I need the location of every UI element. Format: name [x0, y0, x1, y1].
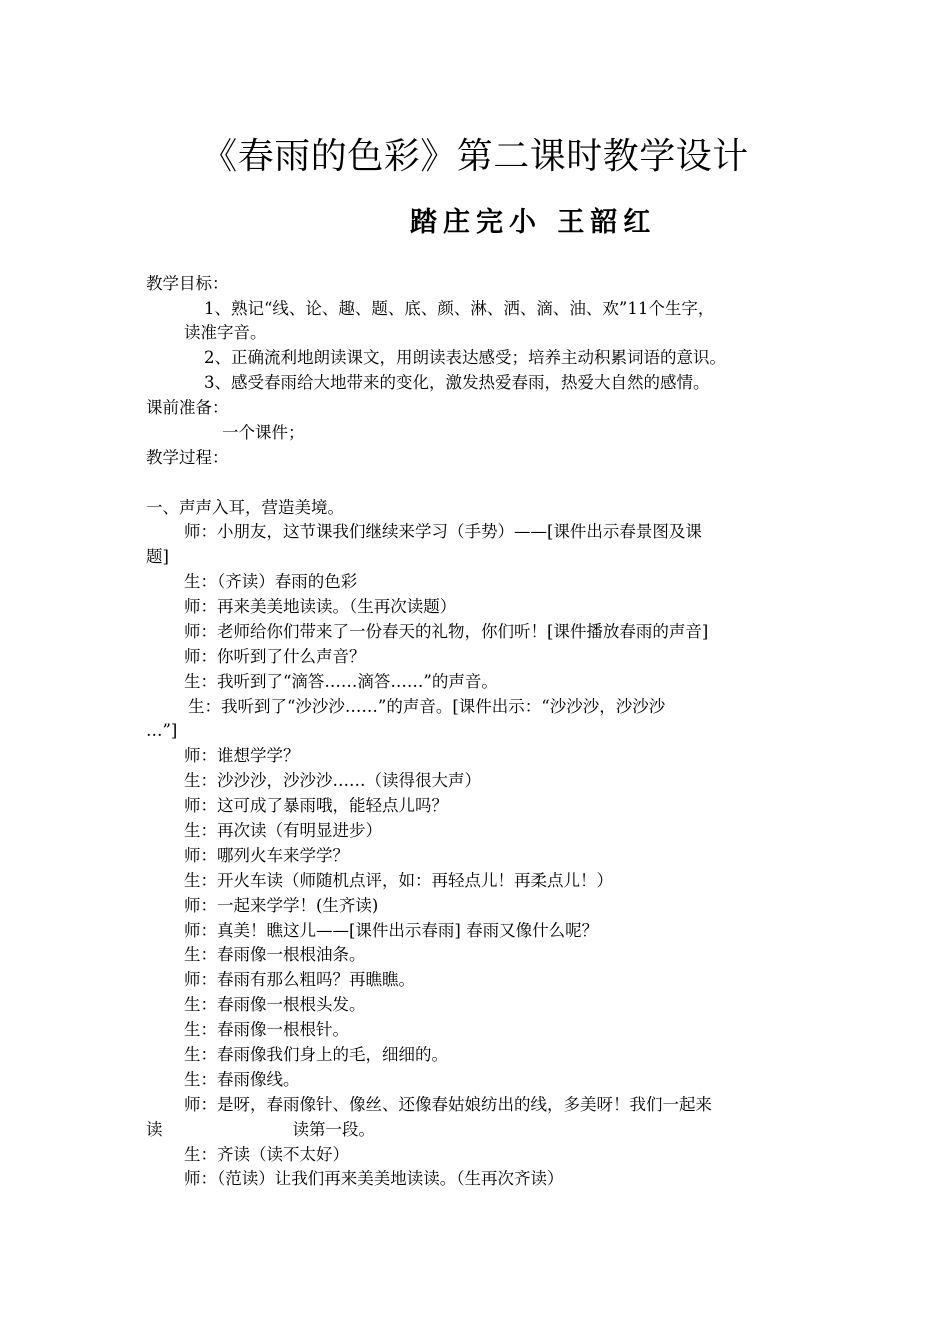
dialogue-line: 题] [146, 547, 169, 566]
objective-item: 2、正确流利地朗读课文，用朗读表达感受；培养主动积累词语的意识。 [204, 348, 726, 367]
page-title: 《春雨的色彩》第二课时教学设计 [201, 136, 749, 177]
dialogue-line: 师：真美！瞧这儿——[课件出示春雨] 春雨又像什么呢？ [184, 921, 599, 940]
dialogue-line: 师：一起来学学！(生齐读) [184, 896, 379, 915]
dialogue-line: 生：我听到了“滴答……滴答……”的声音。 [184, 672, 498, 691]
objectives-heading: 教学目标： [146, 274, 229, 293]
dialogue-line: 生：（齐读）春雨的色彩 [184, 572, 358, 591]
process-heading: 教学过程： [146, 448, 229, 467]
dialogue-line: 生：春雨像一根根针。 [184, 1020, 349, 1039]
preparation-heading: 课前准备： [146, 398, 229, 417]
dialogue-line: 师：是呀，春雨像针、像丝、还像春姑娘纺出的线，多美呀！我们一起来 [184, 1095, 712, 1114]
dialogue-line: 生：春雨像一根根油条。 [184, 945, 366, 964]
dialogue-line: 师：再来美美地读读。（生再次读题） [184, 597, 457, 616]
objective-item: 1、熟记“线、论、趣、题、底、颜、淋、洒、滴、油、欢”11个生字， [204, 299, 715, 318]
dialogue-line: 生：春雨像一根根头发。 [184, 995, 366, 1014]
preparation-text: 一个课件； [222, 423, 305, 442]
dialogue-line: 师：谁想学学？ [184, 746, 300, 765]
dialogue-fragment: 读第一段。 [292, 1120, 375, 1139]
dialogue-line: 师：你听到了什么声音？ [184, 647, 366, 666]
author-line: 踏庄完小 王韶红 [410, 207, 657, 238]
dialogue-line: 生：春雨像线。 [184, 1070, 300, 1089]
dialogue-fragment: 读 [146, 1120, 163, 1139]
dialogue-line: 生：齐读（读不太好） [184, 1145, 349, 1164]
dialogue-line: 生：再次读（有明显进步） [184, 821, 382, 840]
dialogue-line: 师：小朋友，这节课我们继续来学习（手势）——[课件出示春景图及课 [184, 522, 702, 541]
objective-item: 读准字音。 [184, 323, 267, 342]
dialogue-line: 师：老师给你们带来了一份春天的礼物，你们听！[课件播放春雨的声音] [184, 622, 709, 641]
dialogue-line: 生：我听到了“沙沙沙……”的声音。[课件出示：“沙沙沙，沙沙沙 [188, 697, 666, 716]
dialogue-line: 生：开火车读（师随机点评，如：再轻点儿！再柔点儿！） [184, 871, 613, 890]
objective-item: 3、感受春雨给大地带来的变化，激发热爱春雨，热爱大自然的感情。 [204, 373, 710, 392]
dialogue-line: 师：这可成了暴雨哦，能轻点儿吗？ [184, 796, 448, 815]
dialogue-line: …”] [146, 721, 178, 740]
section-heading: 一、声声入耳，营造美境。 [146, 498, 344, 517]
dialogue-line [146, 1118, 375, 1142]
dialogue-line: 生：沙沙沙，沙沙沙……（读得很大声） [184, 771, 481, 790]
dialogue-line: 师：（范读）让我们再来美美地读读。（生再次齐读） [184, 1169, 564, 1188]
dialogue-line: 生：春雨像我们身上的毛，细细的。 [184, 1045, 448, 1064]
dialogue-line: 师：哪列火车来学学？ [184, 846, 349, 865]
dialogue-line: 师：春雨有那么粗吗？再瞧瞧。 [184, 970, 415, 989]
